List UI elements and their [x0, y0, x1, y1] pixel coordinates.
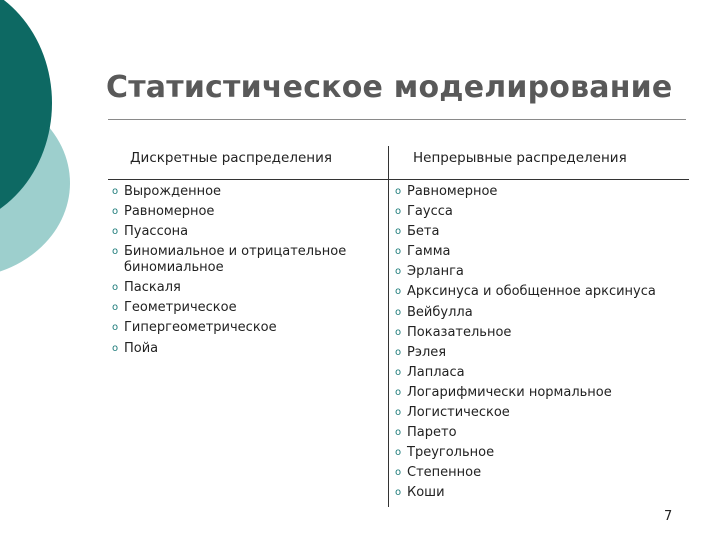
list-item: o Треугольное [395, 443, 695, 463]
list-item: o Логарифмически нормальное [395, 383, 695, 403]
bullet-icon: o [395, 326, 402, 338]
list-item: o Равномерное [112, 202, 382, 222]
bullet-icon: o [395, 186, 402, 197]
list-item: o Равномерное [395, 182, 695, 202]
column-divider [388, 146, 389, 507]
list-item: o Степенное [395, 463, 695, 483]
discrete-distribution-list [112, 182, 382, 359]
bullet-icon: o [395, 386, 402, 398]
list-item: o Пуассона [112, 222, 382, 242]
list-item: o Геометрическое [112, 298, 382, 318]
bullet-icon: o [395, 266, 402, 278]
list-item: o Коши [395, 483, 695, 503]
slide-title: Статистическое моделирование [106, 70, 673, 105]
list-item: o Гипергеометрическое [112, 318, 382, 338]
bullet-icon: o [112, 186, 119, 197]
list-item: o Эрланга [395, 262, 695, 282]
bullet-icon: o [112, 322, 119, 334]
bullet-icon: o [112, 226, 119, 238]
bullet-icon: o [395, 447, 402, 459]
list-item: o Показательное [395, 323, 695, 343]
bullet-icon: o [395, 366, 402, 378]
list-item: o Рэлея [395, 343, 695, 363]
bullet-icon: o [112, 246, 119, 258]
bullet-icon: o [112, 302, 119, 314]
bullet-icon: o [112, 282, 119, 294]
list-item: o Логистическое [395, 403, 695, 423]
continuous-distribution-list [395, 182, 695, 504]
list-item: o Лапласа [395, 363, 695, 383]
bullet-icon: o [395, 427, 402, 439]
page-number: 7 [664, 509, 673, 524]
list-item: o Паскаля [112, 278, 382, 298]
bullet-icon: o [112, 342, 119, 354]
list-item: o Вейбулла [395, 303, 695, 323]
continuous-column-header: Непрерывные распределения [413, 150, 627, 166]
bullet-icon: o [395, 487, 402, 499]
title-divider [108, 119, 686, 120]
bullet-icon: o [395, 206, 402, 218]
bullet-icon: o [395, 286, 402, 298]
list-item: o Бета [395, 222, 695, 242]
bullet-icon: o [395, 467, 402, 479]
list-item: o Биномиальное и отрицательное биномиальное [112, 244, 347, 276]
bullet-icon: o [395, 407, 402, 419]
list-item: o Пойа [112, 339, 382, 359]
bullet-icon: o [395, 306, 402, 318]
discrete-column-header: Дискретные распределения [130, 150, 332, 166]
list-item: o Арксинуса и обобщенное арксинуса [395, 282, 695, 302]
bullet-icon: o [395, 346, 402, 358]
table-header-divider [108, 179, 689, 180]
bullet-icon: o [395, 226, 402, 238]
list-item: o Гаусса [395, 202, 695, 222]
bullet-icon: o [395, 246, 402, 258]
bullet-icon: o [112, 206, 119, 218]
list-item: o Парето [395, 423, 695, 443]
list-item: o Вырожденное [112, 182, 382, 202]
list-item: o Гамма [395, 242, 695, 262]
